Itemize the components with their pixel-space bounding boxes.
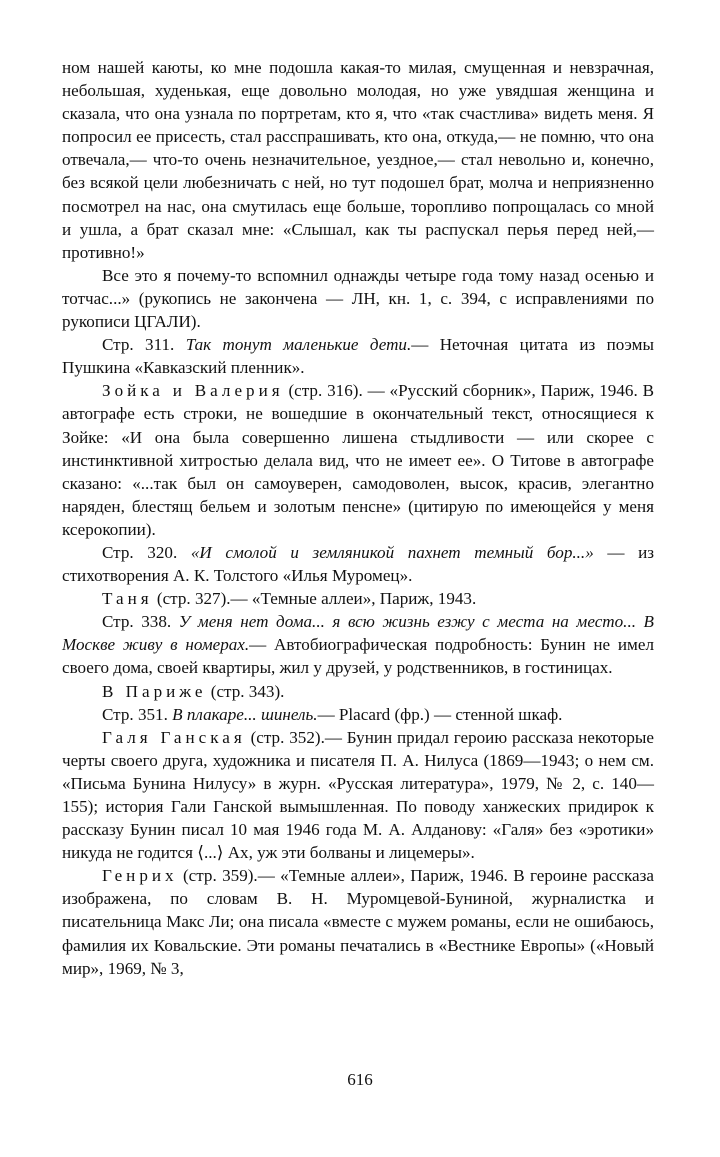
paragraph: ном нашей каюты, ко мне подошла какая-то милая, смущенная и невзрачная, небольшая, худенькая, еще довольно молодая, но уже увядшая женщина и сказала, что она узнала по портретам, кто я, что «так счастлива» видеть меня. Я попросил ее присесть, стал расспрашивать, кто она, откуда,— не помню, что она отвечала,— что-то очень незначительное, уездное,— стал невольно и, конечно, без всякой цели любезничать с ней, но тут подошел брат, молча и неприязненно посмотрел на нас, она смутилась еще больше, торопливо попрощалась со мной и ушла, а брат сказал мне: «Слышал, как ты распускал перья перед ней,— противно!» [62,58,654,262]
page-number: 616 [347,1070,373,1089]
commentary-text: — из стихотворения А. К. Толстого «Илья Муромец». [62,542,654,586]
story-title: Зойка и Валерия [102,381,284,401]
story-title: Таня [102,589,153,609]
story-title: Генрих [102,866,178,886]
quote-italic: «И смолой и земляникой пахнет темный бор...» [190,542,594,562]
page-ref: Стр. 338. [102,612,179,632]
commentary-text: (стр. 327).— «Темные аллеи», Париж, 1943. [152,589,477,609]
page-ref: Стр. 351. [102,704,173,724]
commentary-text: (стр. 352).— Бунин придал героию рассказа некоторые черты своего друга, художника и писателя П. А. Нилуса (1869—1943; о нем см. «Письма Бунина Нилусу» в журн. «Русская литература», 1979, № 2, с. 140—155); история Гали Ганской вымышленная. По поводу ханжеских придирок к рассказу Бунин писал 10 мая 1946 года М. А. Алданову: «Галя» без «эротики» никуда не годится ⟨...⟩ Ах, уж эти болваны и лицемеры». [62,727,654,863]
commentary-text: (стр. 316). — «Русский сборник», Париж, 1946. В автографе есть строки, не вошедшие в окончательный текст, относящиеся к Зойке: «И она была совершенно лишена стыдливости — или скорее с инстинктивной хитростью делала вид, что не имеет ее». О Титове в автографе сказано: «...так был он самоуверен, самодоволен, высок, красив, элегантно наряден, блестящ бельем и золотым пенсне» (цитирую по имеющейся у меня ксерокопии). [62,381,654,539]
page-ref: Стр. 311. [102,335,186,355]
commentary-text: (стр. 359).— «Темные аллеи», Париж, 1946. В героине рассказа изображена, по словам В. Н. Муромцевой-Буниной, журналистка и писательница Макс Ли; она писала «вместе с мужем романы, если не ошибаюсь, фамилия их Ковальские. Эти романы печатались в «Вестнике Европы» («Новый мир», 1969, № 3, [62,866,654,978]
commentary-text: (стр. 343). [206,681,285,701]
paragraph [62,703,654,726]
paragraph [62,587,654,610]
paragraph [62,379,654,541]
paragraph [62,333,654,379]
page-ref: Стр. 320. [102,542,191,562]
quote-italic: В плакаре... шинель. [172,704,318,724]
commentary-text: — Автобиографическая подробность: Бунин не имел своего дома, своей квартиры, жил у друзей, у родственников, в гостиницах. [62,635,654,678]
quote-italic: У меня нет дома... я всю жизнь езжу с места на место... В Москве живу в номерах. [62,612,654,655]
paragraph [62,541,654,587]
paragraph [62,864,654,979]
page-body [62,56,654,980]
commentary-text: — Неточная цитата из поэмы Пушкина «Кавказский пленник». [62,335,654,378]
quote-italic: Так тонут маленькие дети. [185,335,412,355]
paragraph [62,680,654,703]
paragraph: Все это я почему-то вспомнил однажды четыре года тому назад осенью и тотчас...» (рукопись не закончена — ЛН, кн. 1, с. 394, с исправлениями по рукописи ЦГАЛИ). [62,265,654,332]
paragraph [62,610,654,679]
paragraph [62,726,654,865]
commentary-text: — Placard (фр.) — стенной шкаф. [317,704,563,724]
story-title: В Париже [102,681,207,701]
story-title: Галя Ганская [102,727,246,747]
